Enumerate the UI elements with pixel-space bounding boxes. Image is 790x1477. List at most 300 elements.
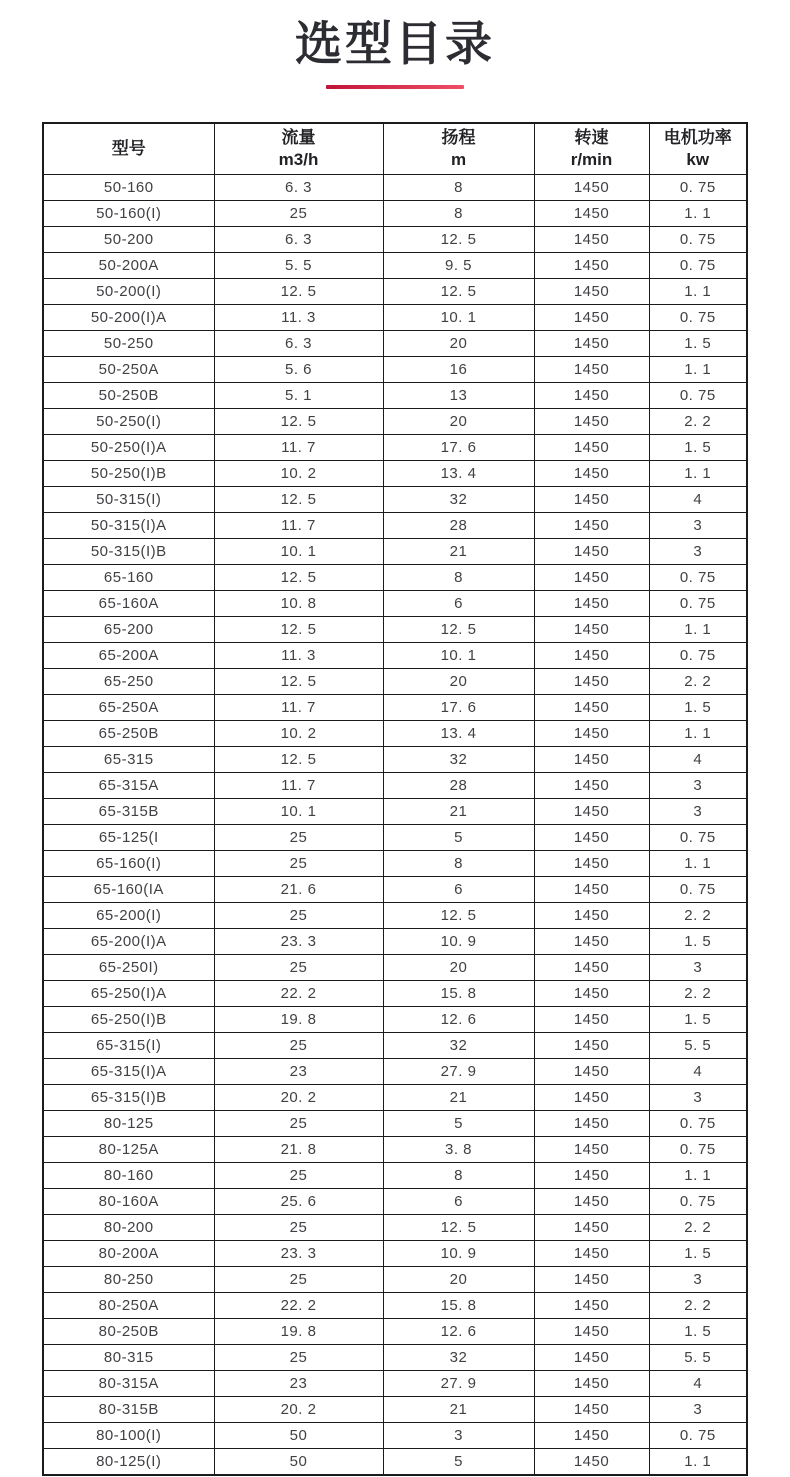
table-cell: 65-315(I) <box>43 1033 214 1059</box>
table-cell: 1450 <box>534 1189 649 1215</box>
table-cell: 1450 <box>534 383 649 409</box>
table-row <box>43 669 747 695</box>
table-row <box>43 1007 747 1033</box>
table-cell: 3 <box>649 955 747 981</box>
table-cell: 1. 5 <box>649 1241 747 1267</box>
table-cell: 0. 75 <box>649 1111 747 1137</box>
table-cell: 3. 8 <box>383 1137 534 1163</box>
title-underline <box>326 85 464 89</box>
table-row <box>43 539 747 565</box>
table-cell: 1450 <box>534 799 649 825</box>
table-row <box>43 747 747 773</box>
table-cell: 50-200(I) <box>43 279 214 305</box>
table-cell: 65-315 <box>43 747 214 773</box>
table-cell: 5 <box>383 1449 534 1476</box>
table-cell: 1450 <box>534 331 649 357</box>
table-cell: 4 <box>649 747 747 773</box>
table-cell: 50-160(I) <box>43 201 214 227</box>
table-cell: 32 <box>383 747 534 773</box>
table-row <box>43 903 747 929</box>
table-row <box>43 1449 747 1476</box>
table-cell: 12. 5 <box>383 1215 534 1241</box>
table-cell: 1450 <box>534 1397 649 1423</box>
table-row <box>43 643 747 669</box>
catalog-page <box>0 14 790 1476</box>
table-cell: 8 <box>383 565 534 591</box>
table-cell: 20 <box>383 1267 534 1293</box>
table-cell: 25 <box>214 825 383 851</box>
table-cell: 12. 6 <box>383 1319 534 1345</box>
table-cell: 80-250A <box>43 1293 214 1319</box>
table-cell: 21. 8 <box>214 1137 383 1163</box>
table-cell: 50-315(I)A <box>43 513 214 539</box>
table-cell: 20 <box>383 409 534 435</box>
table-cell: 5 <box>383 825 534 851</box>
table-cell: 21 <box>383 1085 534 1111</box>
table-row <box>43 227 747 253</box>
table-cell: 1450 <box>534 279 649 305</box>
table-cell: 0. 75 <box>649 1189 747 1215</box>
table-cell: 1450 <box>534 643 649 669</box>
table-cell: 0. 75 <box>649 565 747 591</box>
table-cell: 1450 <box>534 903 649 929</box>
table-cell: 12. 5 <box>214 617 383 643</box>
table-cell: 10. 8 <box>214 591 383 617</box>
table-cell: 4 <box>649 1059 747 1085</box>
table-cell: 22. 2 <box>214 981 383 1007</box>
table-cell: 1450 <box>534 253 649 279</box>
table-cell: 32 <box>383 487 534 513</box>
table-cell: 2. 2 <box>649 1293 747 1319</box>
table-cell: 50-250(I)A <box>43 435 214 461</box>
table-cell: 2. 2 <box>649 409 747 435</box>
table-cell: 25 <box>214 1267 383 1293</box>
table-cell: 50-160 <box>43 175 214 201</box>
table-cell: 5 <box>383 1111 534 1137</box>
table-cell: 1. 5 <box>649 1319 747 1345</box>
table-cell: 25 <box>214 1033 383 1059</box>
table-cell: 0. 75 <box>649 1423 747 1449</box>
table-row <box>43 461 747 487</box>
table-row <box>43 487 747 513</box>
table-cell: 1. 1 <box>649 461 747 487</box>
table-cell: 1. 1 <box>649 1449 747 1476</box>
table-cell: 50-250A <box>43 357 214 383</box>
table-cell: 50-315(I) <box>43 487 214 513</box>
table-cell: 1450 <box>534 955 649 981</box>
table-cell: 50-250(I)B <box>43 461 214 487</box>
table-row <box>43 409 747 435</box>
table-cell: 23 <box>214 1371 383 1397</box>
table-cell: 12. 5 <box>214 487 383 513</box>
table-cell: 23 <box>214 1059 383 1085</box>
table-cell: 5. 5 <box>649 1345 747 1371</box>
table-row <box>43 929 747 955</box>
table-row <box>43 279 747 305</box>
table-cell: 25 <box>214 1345 383 1371</box>
table-cell: 65-200 <box>43 617 214 643</box>
table-row <box>43 253 747 279</box>
table-cell: 80-315 <box>43 1345 214 1371</box>
header-row <box>43 123 747 175</box>
table-cell: 80-200A <box>43 1241 214 1267</box>
table-cell: 0. 75 <box>649 227 747 253</box>
page-title: 选型目录 <box>295 17 495 70</box>
table-cell: 1450 <box>534 851 649 877</box>
table-cell: 1450 <box>534 981 649 1007</box>
table-cell: 1. 1 <box>649 201 747 227</box>
table-cell: 13 <box>383 383 534 409</box>
table-cell: 0. 75 <box>649 1137 747 1163</box>
table-cell: 1450 <box>534 1085 649 1111</box>
table-cell: 11. 7 <box>214 773 383 799</box>
table-cell: 25. 6 <box>214 1189 383 1215</box>
table-row <box>43 1241 747 1267</box>
table-cell: 0. 75 <box>649 305 747 331</box>
table-cell: 1450 <box>534 1345 649 1371</box>
table-row <box>43 383 747 409</box>
table-cell: 8 <box>383 175 534 201</box>
table-row <box>43 1293 747 1319</box>
column-label: 流量 <box>281 128 316 147</box>
table-cell: 80-125 <box>43 1111 214 1137</box>
table-cell: 1450 <box>534 305 649 331</box>
table-row <box>43 799 747 825</box>
table-row <box>43 1423 747 1449</box>
table-cell: 1450 <box>534 1007 649 1033</box>
table-row <box>43 617 747 643</box>
table-row <box>43 1319 747 1345</box>
table-cell: 1450 <box>534 565 649 591</box>
table-cell: 1450 <box>534 227 649 253</box>
table-row <box>43 851 747 877</box>
table-cell: 12. 5 <box>214 565 383 591</box>
table-cell: 12. 5 <box>383 903 534 929</box>
table-cell: 4 <box>649 487 747 513</box>
table-cell: 1450 <box>534 1111 649 1137</box>
table-cell: 65-250A <box>43 695 214 721</box>
table-row <box>43 1033 747 1059</box>
table-cell: 1450 <box>534 929 649 955</box>
table-row <box>43 825 747 851</box>
table-cell: 1. 5 <box>649 435 747 461</box>
table-row <box>43 1371 747 1397</box>
table-cell: 1. 1 <box>649 1163 747 1189</box>
table-cell: 50 <box>214 1423 383 1449</box>
table-cell: 5. 6 <box>214 357 383 383</box>
table-cell: 6. 3 <box>214 331 383 357</box>
table-header <box>43 123 747 175</box>
table-row <box>43 1397 747 1423</box>
table-cell: 21 <box>383 1397 534 1423</box>
table-cell: 21 <box>383 799 534 825</box>
table-cell: 1450 <box>534 1059 649 1085</box>
table-cell: 3 <box>649 539 747 565</box>
column-unit: r/min <box>570 150 613 169</box>
table-cell: 12. 5 <box>383 617 534 643</box>
table-cell: 17. 6 <box>383 695 534 721</box>
table-cell: 13. 4 <box>383 721 534 747</box>
table-cell: 6 <box>383 1189 534 1215</box>
table-cell: 11. 7 <box>214 695 383 721</box>
table-cell: 20 <box>383 331 534 357</box>
table-cell: 12. 5 <box>383 227 534 253</box>
table-row <box>43 955 747 981</box>
table-cell: 65-160(I) <box>43 851 214 877</box>
table-cell: 50-250(I) <box>43 409 214 435</box>
table-cell: 50-200 <box>43 227 214 253</box>
table-cell: 50-250B <box>43 383 214 409</box>
table-cell: 3 <box>649 513 747 539</box>
table-row <box>43 1137 747 1163</box>
table-cell: 1. 5 <box>649 1007 747 1033</box>
table-row <box>43 305 747 331</box>
table-cell: 10. 9 <box>383 929 534 955</box>
table-cell: 11. 3 <box>214 305 383 331</box>
table-cell: 1450 <box>534 201 649 227</box>
table-cell: 1. 1 <box>649 617 747 643</box>
table-cell: 12. 6 <box>383 1007 534 1033</box>
table-cell: 1450 <box>534 357 649 383</box>
table-cell: 50-250 <box>43 331 214 357</box>
table-cell: 65-315(I)A <box>43 1059 214 1085</box>
table-cell: 21. 6 <box>214 877 383 903</box>
column-header-flow <box>214 123 383 175</box>
table-row <box>43 721 747 747</box>
table-row <box>43 565 747 591</box>
table-cell: 13. 4 <box>383 461 534 487</box>
table-cell: 2. 2 <box>649 981 747 1007</box>
table-cell: 1. 1 <box>649 721 747 747</box>
table-cell: 1450 <box>534 721 649 747</box>
table-cell: 1450 <box>534 669 649 695</box>
table-cell: 1450 <box>534 1267 649 1293</box>
table-cell: 1450 <box>534 1241 649 1267</box>
table-cell: 80-250B <box>43 1319 214 1345</box>
column-header-head <box>383 123 534 175</box>
table-cell: 1450 <box>534 747 649 773</box>
table-cell: 65-125(I <box>43 825 214 851</box>
table-cell: 5. 1 <box>214 383 383 409</box>
table-row <box>43 1267 747 1293</box>
table-cell: 3 <box>649 799 747 825</box>
table-cell: 16 <box>383 357 534 383</box>
table-cell: 50-200(I)A <box>43 305 214 331</box>
table-cell: 80-200 <box>43 1215 214 1241</box>
table-cell: 11. 7 <box>214 435 383 461</box>
table-cell: 10. 2 <box>214 461 383 487</box>
table-cell: 6 <box>383 591 534 617</box>
table-cell: 3 <box>649 1397 747 1423</box>
column-unit: kw <box>686 150 710 169</box>
table-cell: 17. 6 <box>383 435 534 461</box>
table-cell: 28 <box>383 513 534 539</box>
table-cell: 65-200A <box>43 643 214 669</box>
column-label: 扬程 <box>441 128 476 147</box>
table-cell: 4 <box>649 1371 747 1397</box>
table-cell: 10. 1 <box>214 799 383 825</box>
table-cell: 5. 5 <box>214 253 383 279</box>
table-cell: 65-315B <box>43 799 214 825</box>
table-row <box>43 591 747 617</box>
table-cell: 25 <box>214 1215 383 1241</box>
table-cell: 65-160 <box>43 565 214 591</box>
table-cell: 0. 75 <box>649 877 747 903</box>
table-row <box>43 773 747 799</box>
table-cell: 20 <box>383 669 534 695</box>
table-cell: 2. 2 <box>649 903 747 929</box>
table-cell: 65-250(I)A <box>43 981 214 1007</box>
table-cell: 1450 <box>534 1371 649 1397</box>
table-cell: 80-100(I) <box>43 1423 214 1449</box>
table-row <box>43 1059 747 1085</box>
table-cell: 1450 <box>534 1423 649 1449</box>
table-cell: 1450 <box>534 435 649 461</box>
table-cell: 8 <box>383 1163 534 1189</box>
table-cell: 6 <box>383 877 534 903</box>
table-cell: 0. 75 <box>649 383 747 409</box>
table-cell: 1. 5 <box>649 331 747 357</box>
selection-table <box>42 122 748 1476</box>
table-cell: 23. 3 <box>214 929 383 955</box>
table-cell: 1. 5 <box>649 695 747 721</box>
table-cell: 50 <box>214 1449 383 1476</box>
table-cell: 80-160A <box>43 1189 214 1215</box>
table-cell: 65-250I) <box>43 955 214 981</box>
table-row <box>43 201 747 227</box>
table-cell: 80-125A <box>43 1137 214 1163</box>
table-row <box>43 981 747 1007</box>
table-row <box>43 357 747 383</box>
table-row <box>43 513 747 539</box>
column-header-speed <box>534 123 649 175</box>
table-cell: 20. 2 <box>214 1397 383 1423</box>
table-cell: 22. 2 <box>214 1293 383 1319</box>
table-cell: 65-200(I)A <box>43 929 214 955</box>
table-cell: 65-250 <box>43 669 214 695</box>
table-row <box>43 1215 747 1241</box>
table-cell: 25 <box>214 201 383 227</box>
table-cell: 20. 2 <box>214 1085 383 1111</box>
table-cell: 8 <box>383 201 534 227</box>
table-cell: 6. 3 <box>214 175 383 201</box>
table-cell: 80-250 <box>43 1267 214 1293</box>
column-unit: m3/h <box>278 150 319 169</box>
column-label: 型号 <box>111 139 146 158</box>
table-cell: 50-200A <box>43 253 214 279</box>
column-label: 电机功率 <box>663 128 732 147</box>
table-cell: 20 <box>383 955 534 981</box>
table-row <box>43 695 747 721</box>
table-cell: 1450 <box>534 1449 649 1476</box>
table-cell: 1450 <box>534 1033 649 1059</box>
table-cell: 80-125(I) <box>43 1449 214 1476</box>
table-cell: 1450 <box>534 1215 649 1241</box>
table-cell: 1450 <box>534 695 649 721</box>
table-cell: 25 <box>214 1111 383 1137</box>
table-cell: 3 <box>649 773 747 799</box>
table-cell: 0. 75 <box>649 591 747 617</box>
table-cell: 25 <box>214 851 383 877</box>
table-cell: 32 <box>383 1345 534 1371</box>
table-cell: 5. 5 <box>649 1033 747 1059</box>
table-cell: 12. 5 <box>383 279 534 305</box>
table-cell: 65-315(I)B <box>43 1085 214 1111</box>
table-cell: 32 <box>383 1033 534 1059</box>
table-row <box>43 877 747 903</box>
table-cell: 3 <box>383 1423 534 1449</box>
table-cell: 1450 <box>534 825 649 851</box>
table-cell: 65-315A <box>43 773 214 799</box>
table-cell: 19. 8 <box>214 1319 383 1345</box>
table-cell: 27. 9 <box>383 1059 534 1085</box>
table-cell: 0. 75 <box>649 825 747 851</box>
table-cell: 3 <box>649 1267 747 1293</box>
table-cell: 12. 5 <box>214 409 383 435</box>
table-cell: 12. 5 <box>214 747 383 773</box>
table-cell: 1. 5 <box>649 929 747 955</box>
table-cell: 65-160(IA <box>43 877 214 903</box>
table-row <box>43 331 747 357</box>
table-cell: 25 <box>214 903 383 929</box>
table-cell: 65-160A <box>43 591 214 617</box>
table-cell: 80-160 <box>43 1163 214 1189</box>
table-cell: 25 <box>214 1163 383 1189</box>
column-header-power <box>649 123 747 175</box>
table-cell: 1450 <box>534 773 649 799</box>
table-cell: 6. 3 <box>214 227 383 253</box>
table-cell: 1450 <box>534 487 649 513</box>
table-cell: 1450 <box>534 409 649 435</box>
table-cell: 8 <box>383 851 534 877</box>
table-cell: 1450 <box>534 175 649 201</box>
table-cell: 1450 <box>534 617 649 643</box>
table-cell: 50-315(I)B <box>43 539 214 565</box>
table-cell: 1450 <box>534 513 649 539</box>
table-cell: 65-200(I) <box>43 903 214 929</box>
table-cell: 0. 75 <box>649 253 747 279</box>
table-cell: 12. 5 <box>214 669 383 695</box>
table-cell: 12. 5 <box>214 279 383 305</box>
table-row <box>43 1189 747 1215</box>
table-cell: 10. 9 <box>383 1241 534 1267</box>
table-row <box>43 435 747 461</box>
table-cell: 21 <box>383 539 534 565</box>
table-cell: 0. 75 <box>649 175 747 201</box>
table-cell: 1450 <box>534 1319 649 1345</box>
table-cell: 0. 75 <box>649 643 747 669</box>
table-cell: 2. 2 <box>649 1215 747 1241</box>
table-cell: 25 <box>214 955 383 981</box>
table-row <box>43 1085 747 1111</box>
table-cell: 80-315A <box>43 1371 214 1397</box>
table-cell: 10. 1 <box>383 305 534 331</box>
table-row <box>43 1345 747 1371</box>
table-cell: 1450 <box>534 877 649 903</box>
table-cell: 1450 <box>534 591 649 617</box>
table-cell: 80-315B <box>43 1397 214 1423</box>
table-cell: 1450 <box>534 1163 649 1189</box>
table-row <box>43 1111 747 1137</box>
table-cell: 65-250B <box>43 721 214 747</box>
table-cell: 15. 8 <box>383 981 534 1007</box>
column-unit: m <box>450 150 467 169</box>
table-cell: 10. 1 <box>383 643 534 669</box>
table-cell: 1450 <box>534 461 649 487</box>
table-row <box>43 175 747 201</box>
table-cell: 11. 3 <box>214 643 383 669</box>
table-cell: 1450 <box>534 1137 649 1163</box>
